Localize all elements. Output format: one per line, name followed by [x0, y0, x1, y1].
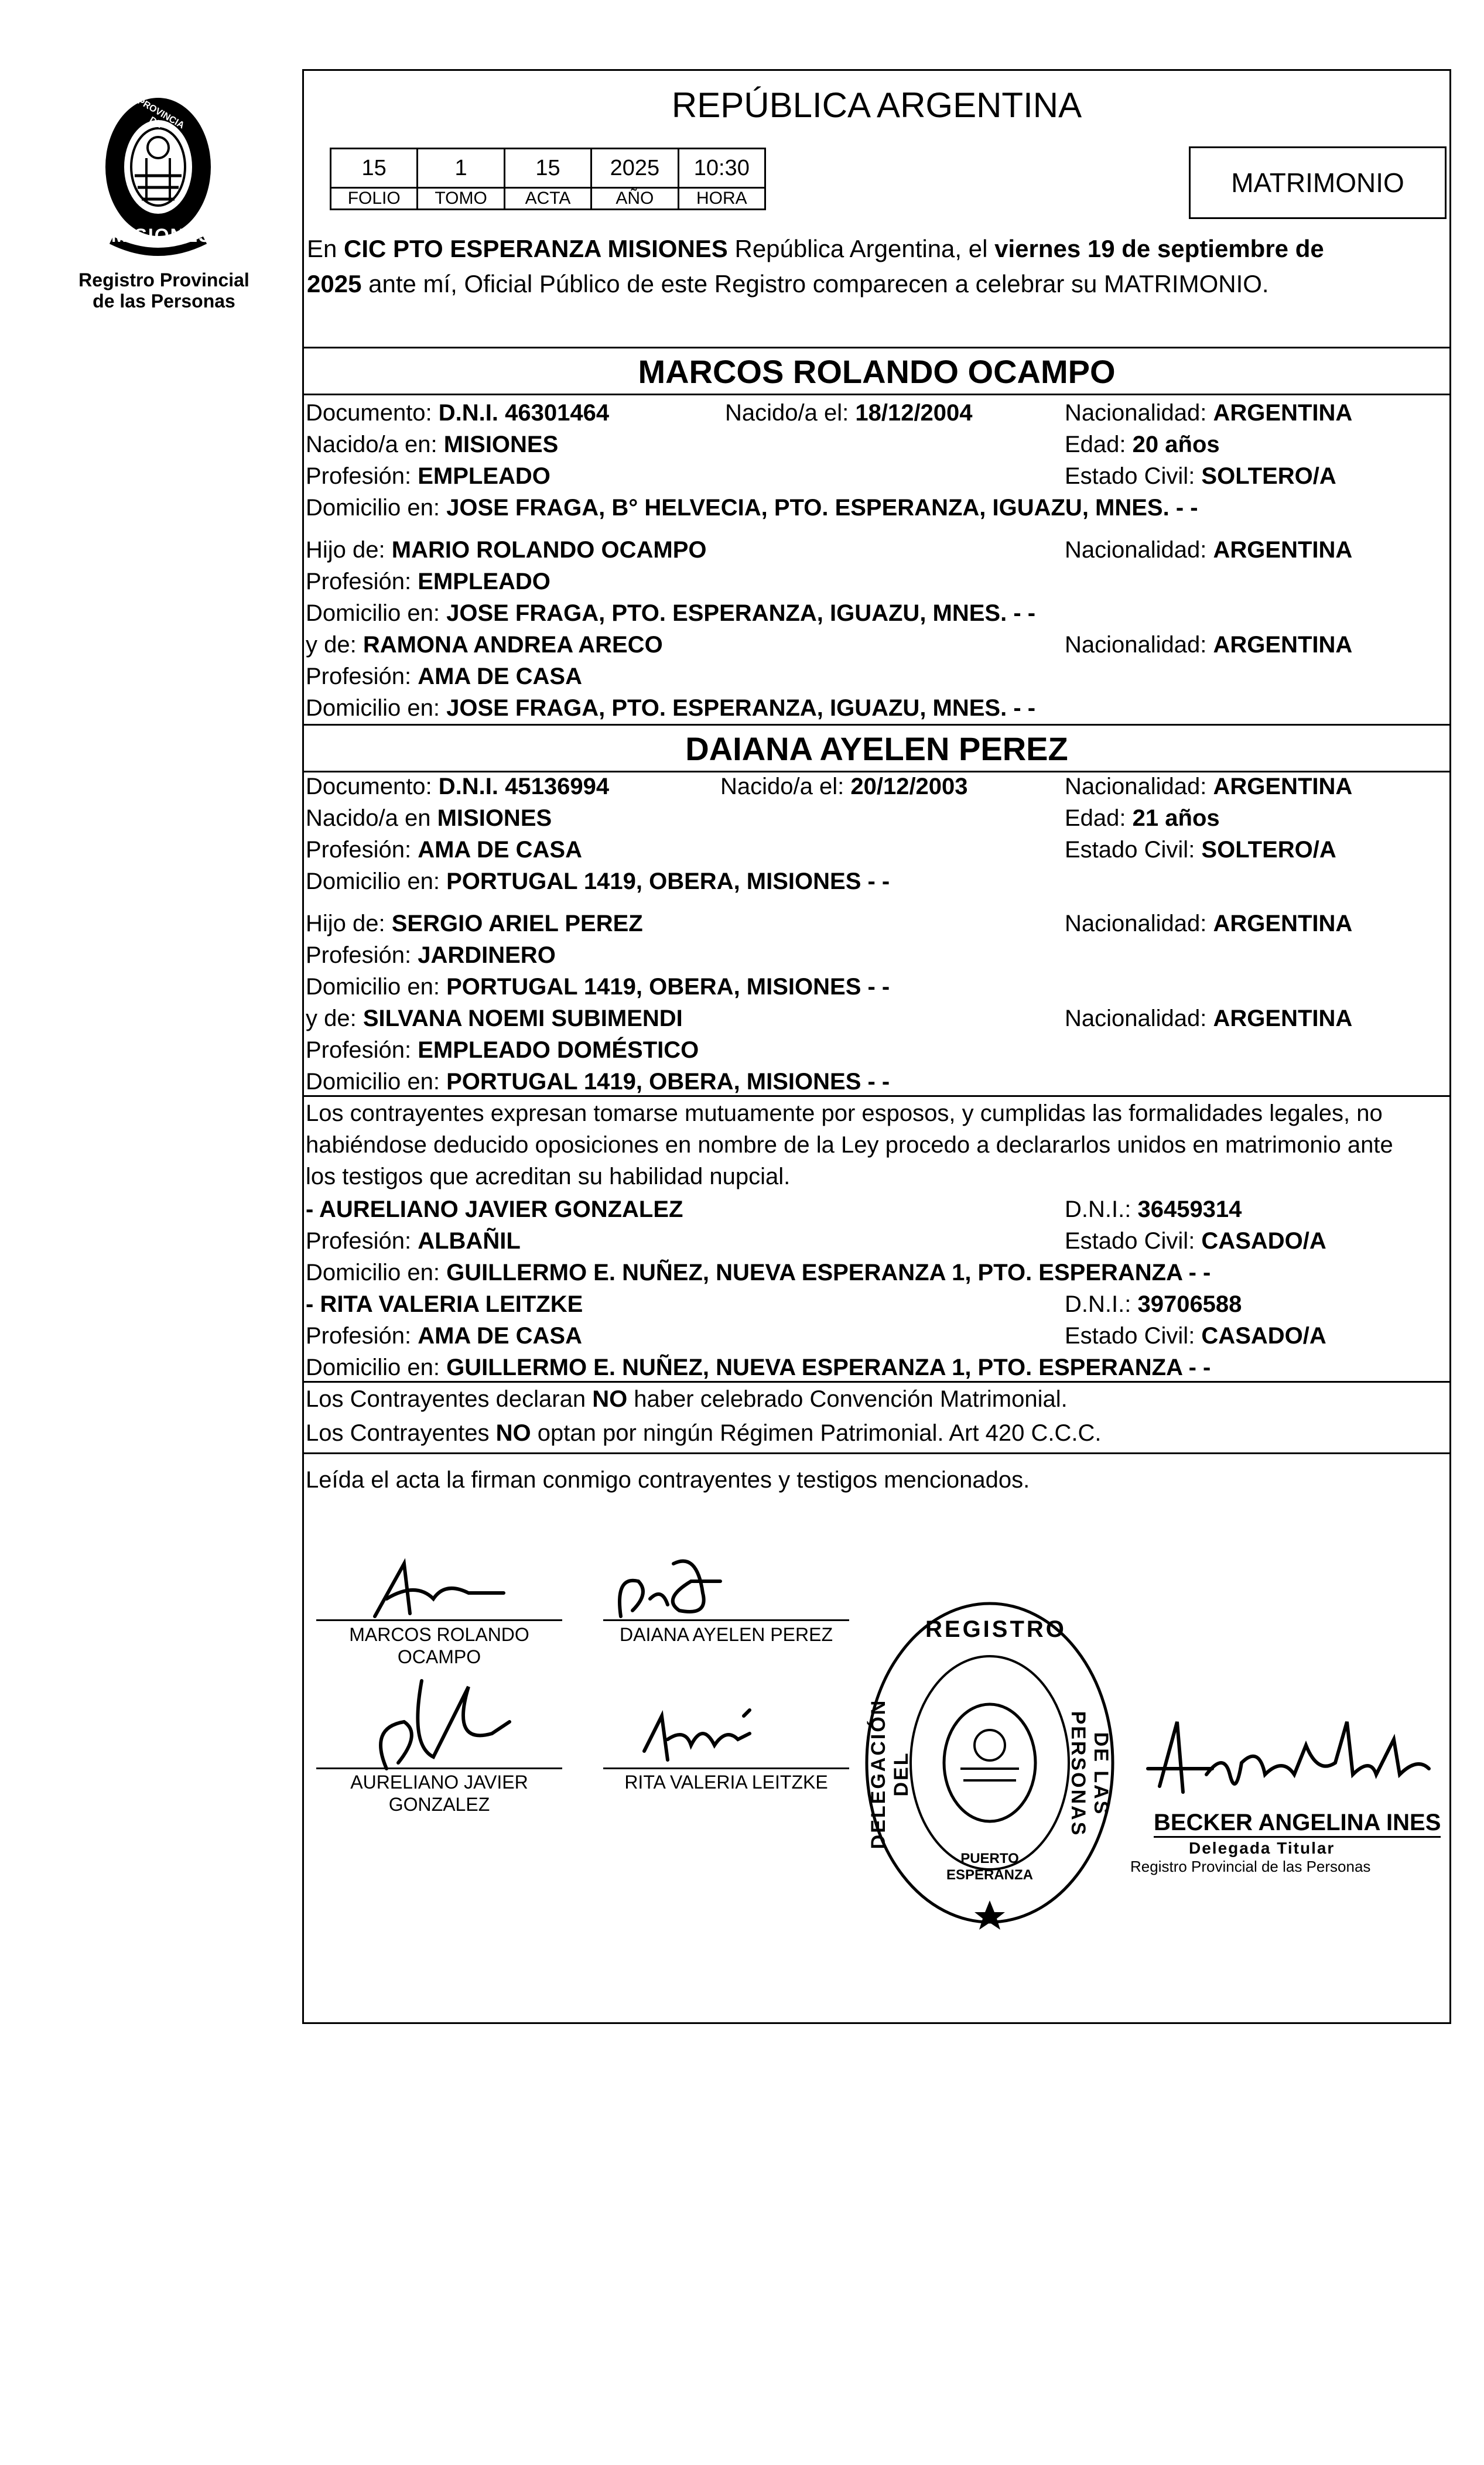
label: Domicilio en: — [306, 1355, 447, 1380]
text: optan por ningún Régimen Patrimonial. Art 420 C.C.C. — [531, 1420, 1102, 1446]
spouse2-mother-nationality — [1065, 1004, 1352, 1033]
spouse2-mother-profession — [306, 1035, 699, 1065]
value: MISIONES — [443, 432, 559, 457]
emphasis: NO — [495, 1420, 531, 1446]
spouse1-mother-profession — [306, 662, 582, 691]
spouse2-father-profession — [306, 941, 556, 970]
registry-table — [330, 148, 766, 210]
spouse1-mother-address — [306, 693, 1035, 723]
label: y de: — [306, 1006, 363, 1031]
label: Profesión: — [306, 1323, 418, 1349]
label: Nacido/a en — [306, 805, 437, 831]
value: 18/12/2004 — [855, 400, 973, 426]
signature-line — [316, 1619, 562, 1621]
hora-value: 10:30 — [678, 149, 765, 188]
label: Edad: — [1065, 432, 1133, 457]
divider — [302, 1381, 1451, 1383]
spouse2-civil-status — [1065, 835, 1336, 864]
witness2-name: - RITA VALERIA LEITZKE — [306, 1291, 583, 1317]
line: OCAMPO — [397, 1646, 481, 1667]
label: Profesión: — [306, 569, 418, 594]
seal-text-left: DELEGACIÓN DEL — [867, 1698, 912, 1849]
value: CASADO/A — [1201, 1228, 1326, 1254]
acta-value: 15 — [504, 149, 591, 188]
tomo-value: 1 — [418, 149, 504, 188]
text: Los Contrayentes declaran — [306, 1386, 593, 1412]
witness1-address — [306, 1258, 1211, 1287]
intro-line-2 — [307, 269, 1269, 299]
value: SOLTERO/A — [1201, 837, 1336, 863]
intro-date-2: 2025 — [307, 270, 362, 298]
closing-text: Leída el acta la firman conmigo contrayentes y testigos mencionados. — [306, 1467, 1030, 1493]
spouse1-document — [306, 398, 609, 428]
spouse1-father-nationality — [1065, 535, 1352, 565]
spouse2-birthplace — [306, 804, 552, 833]
value: 20 años — [1132, 432, 1220, 457]
label: Hijo de: — [306, 537, 392, 563]
label: Profesión: — [306, 463, 418, 489]
witness1-dni — [1065, 1195, 1242, 1224]
intro-line-1 — [307, 234, 1324, 264]
witness1-name: - AURELIANO JAVIER GONZALEZ — [306, 1196, 683, 1222]
label: Domicilio en: — [306, 869, 447, 894]
regime-line-1 — [306, 1384, 1068, 1414]
signature-marcos — [351, 1558, 515, 1622]
spouse2-father-address — [306, 972, 890, 1001]
ano-value: 2025 — [591, 149, 678, 188]
value: SOLTERO/A — [1201, 463, 1336, 489]
value: PORTUGAL 1419, OBERA, MISIONES - - — [446, 974, 890, 1000]
label: Domicilio en: — [306, 1069, 447, 1095]
label: Nacionalidad: — [1065, 632, 1213, 658]
logo — [76, 94, 240, 269]
signature-label-aureliano — [316, 1771, 562, 1816]
spouse2-document — [306, 772, 609, 801]
signature-line — [316, 1767, 562, 1769]
spouse2-mother-address — [306, 1067, 890, 1096]
value: JOSE FRAGA, PTO. ESPERANZA, IGUAZU, MNES. - - — [446, 695, 1036, 721]
text: haber celebrado Convención Matrimonial. — [627, 1386, 1068, 1412]
label: Nacido/a el: — [720, 774, 851, 799]
value: AMA DE CASA — [418, 1323, 582, 1349]
witness1-civil-status — [1065, 1226, 1326, 1256]
intro-text-1: En — [307, 235, 344, 262]
label: Estado Civil: — [1065, 837, 1202, 863]
intro-date-1: viernes 19 de septiembre de — [994, 235, 1324, 262]
page-title: REPÚBLICA ARGENTINA — [671, 86, 1082, 125]
spouse2-age — [1065, 804, 1220, 833]
spouse2-birthdate — [720, 772, 968, 801]
value: PORTUGAL 1419, OBERA, MISIONES - - — [446, 869, 890, 894]
label: Nacido/a el: — [725, 400, 856, 426]
spouse1-father-profession — [306, 567, 550, 596]
value: JARDINERO — [418, 942, 556, 968]
logo-caption-line1: Registro Provincial — [78, 269, 249, 290]
signature-label-rita: RITA VALERIA LEITZKE — [624, 1772, 828, 1793]
divider — [302, 1095, 1451, 1097]
official-seal — [861, 1593, 1119, 1933]
spouse1-nationality — [1065, 398, 1352, 428]
signature-aureliano — [351, 1675, 515, 1780]
value: ARGENTINA — [1213, 632, 1353, 658]
spouse1-age — [1065, 430, 1220, 459]
value: MARIO ROLANDO OCAMPO — [391, 537, 707, 563]
officer-org: Registro Provincial de las Personas — [1130, 1858, 1371, 1875]
value: JOSE FRAGA, B° HELVECIA, PTO. ESPERANZA, IGUAZU, MNES. - - — [446, 495, 1198, 521]
spouse1-mother — [306, 630, 663, 659]
label: Nacido/a en: — [306, 432, 444, 457]
hora-label: HORA — [678, 188, 765, 210]
officer-name: BECKER ANGELINA INES — [1154, 1810, 1441, 1838]
regime-line-2 — [306, 1418, 1102, 1448]
logo-caption-line2: de las Personas — [93, 290, 235, 312]
spouse2-address — [306, 867, 890, 896]
spouse1-birthdate — [725, 398, 973, 428]
seal-text-right: DE LAS PERSONAS — [1067, 1711, 1112, 1837]
spouse2-nationality — [1065, 772, 1352, 801]
value: 36459314 — [1137, 1196, 1242, 1222]
label: Estado Civil: — [1065, 1323, 1202, 1349]
spouse1-father-address — [306, 599, 1035, 628]
spouse2-name: DAIANA AYELEN PEREZ — [685, 730, 1068, 767]
value: PORTUGAL 1419, OBERA, MISIONES - - — [446, 1069, 890, 1095]
text: Los Contrayentes — [306, 1420, 496, 1446]
value: SILVANA NOEMI SUBIMENDI — [363, 1006, 683, 1031]
label: Hijo de: — [306, 911, 392, 936]
label: Profesión: — [306, 837, 418, 863]
document-type-box: MATRIMONIO — [1189, 146, 1447, 219]
label: D.N.I.: — [1065, 1196, 1138, 1222]
label: Nacionalidad: — [1065, 1006, 1213, 1031]
label: Estado Civil: — [1065, 463, 1202, 489]
folio-value: 15 — [331, 149, 418, 188]
label: Profesión: — [306, 942, 418, 968]
value: MISIONES — [437, 805, 552, 831]
label: Documento: — [306, 400, 439, 426]
value: 39706588 — [1137, 1291, 1242, 1317]
value: EMPLEADO DOMÉSTICO — [418, 1037, 699, 1063]
signature-line — [603, 1619, 849, 1621]
divider — [302, 347, 1451, 348]
witness1-profession — [306, 1226, 521, 1256]
signature-daiana — [609, 1558, 750, 1622]
value: GUILLERMO E. NUÑEZ, NUEVA ESPERANZA 1, PTO. ESPERANZA - - — [446, 1355, 1211, 1380]
value: CASADO/A — [1201, 1323, 1326, 1349]
signature-label-marcos — [316, 1623, 562, 1668]
signature-label-daiana: DAIANA AYELEN PEREZ — [620, 1624, 833, 1645]
value: GUILLERMO E. NUÑEZ, NUEVA ESPERANZA 1, PTO. ESPERANZA - - — [446, 1260, 1211, 1286]
value: ALBAÑIL — [418, 1228, 521, 1254]
spouse2-profession — [306, 835, 582, 864]
value: JOSE FRAGA, PTO. ESPERANZA, IGUAZU, MNES. - - — [446, 600, 1036, 626]
label: D.N.I.: — [1065, 1291, 1138, 1317]
ano-label: AÑO — [591, 188, 678, 210]
label: Documento: — [306, 774, 439, 799]
spouse1-name: MARCOS ROLANDO OCAMPO — [638, 353, 1116, 390]
witness2-profession — [306, 1321, 582, 1351]
witness2-dni — [1065, 1290, 1242, 1319]
value: ARGENTINA — [1213, 774, 1353, 799]
label: Domicilio en: — [306, 974, 447, 1000]
label: Domicilio en: — [306, 495, 447, 521]
acta-label: ACTA — [504, 188, 591, 210]
tomo-label: TOMO — [418, 188, 504, 210]
intro-text-2: República Argentina, el — [727, 235, 995, 262]
value: D.N.I. 46301464 — [438, 400, 610, 426]
intro-text-3: ante mí, Oficial Público de este Registro comparecen a celebrar su MATRIMONIO. — [361, 270, 1269, 298]
value: SERGIO ARIEL PEREZ — [391, 911, 643, 936]
label: Domicilio en: — [306, 1260, 447, 1286]
value: ARGENTINA — [1213, 537, 1353, 563]
spouse1-father — [306, 535, 707, 565]
declaration-line-3: los testigos que acreditan su habilidad nupcial. — [306, 1164, 791, 1189]
logo-bottom-text: MISIONES — [111, 225, 213, 246]
label: Estado Civil: — [1065, 1228, 1202, 1254]
value: ARGENTINA — [1213, 400, 1353, 426]
value: RAMONA ANDREA ARECO — [363, 632, 663, 658]
witness2-address — [306, 1353, 1211, 1382]
line: AURELIANO JAVIER — [350, 1772, 528, 1793]
label: Domicilio en: — [306, 600, 447, 626]
label: Domicilio en: — [306, 695, 447, 721]
spouse2-mother — [306, 1004, 683, 1033]
value: 20/12/2003 — [850, 774, 968, 799]
spouse1-profession — [306, 461, 550, 491]
label: Profesión: — [306, 664, 418, 689]
label: y de: — [306, 632, 363, 658]
label: Nacionalidad: — [1065, 537, 1213, 563]
declaration-line-2: habiéndose deducido oposiciones en nombre de la Ley procedo a declararlos unidos en matrimonio ante — [306, 1132, 1393, 1158]
witness2-civil-status — [1065, 1321, 1326, 1351]
emphasis: NO — [592, 1386, 628, 1412]
value: ARGENTINA — [1213, 911, 1353, 936]
label: Nacionalidad: — [1065, 911, 1213, 936]
line: GONZALEZ — [388, 1794, 490, 1815]
divider — [302, 394, 1451, 395]
value: EMPLEADO — [418, 463, 550, 489]
line: MARCOS ROLANDO — [349, 1624, 529, 1645]
spouse1-civil-status — [1065, 461, 1336, 491]
signature-rita — [632, 1704, 773, 1769]
declaration-line-1: Los contrayentes expresan tomarse mutuamente por esposos, y cumplidas las formalidades legales, no — [306, 1100, 1383, 1126]
seal-text-top: REGISTRO — [925, 1616, 1066, 1642]
folio-label: FOLIO — [331, 188, 418, 210]
label: Profesión: — [306, 1228, 418, 1254]
spouse1-mother-nationality — [1065, 630, 1352, 659]
intro-place: CIC PTO ESPERANZA MISIONES — [344, 235, 728, 262]
label: Edad: — [1065, 805, 1133, 831]
seal-text-bottom: PUERTO ESPERANZA — [946, 1851, 1034, 1883]
value: AMA DE CASA — [418, 837, 582, 863]
officer-title: Delegada Titular — [1189, 1839, 1335, 1857]
value: ARGENTINA — [1213, 1006, 1353, 1031]
label: Nacionalidad: — [1065, 400, 1213, 426]
value: D.N.I. 45136994 — [438, 774, 610, 799]
divider — [302, 724, 1451, 726]
spouse1-address — [306, 493, 1198, 522]
divider — [302, 1452, 1451, 1454]
spouse1-birthplace — [306, 430, 558, 459]
value: AMA DE CASA — [418, 664, 582, 689]
spouse2-father — [306, 909, 643, 938]
value: EMPLEADO — [418, 569, 550, 594]
signature-line — [603, 1767, 849, 1769]
value: 21 años — [1132, 805, 1220, 831]
spouse2-father-nationality — [1065, 909, 1352, 938]
label: Nacionalidad: — [1065, 774, 1213, 799]
label: Profesión: — [306, 1037, 418, 1063]
logo-arc-text: PROVINCIA DE — [136, 96, 186, 131]
